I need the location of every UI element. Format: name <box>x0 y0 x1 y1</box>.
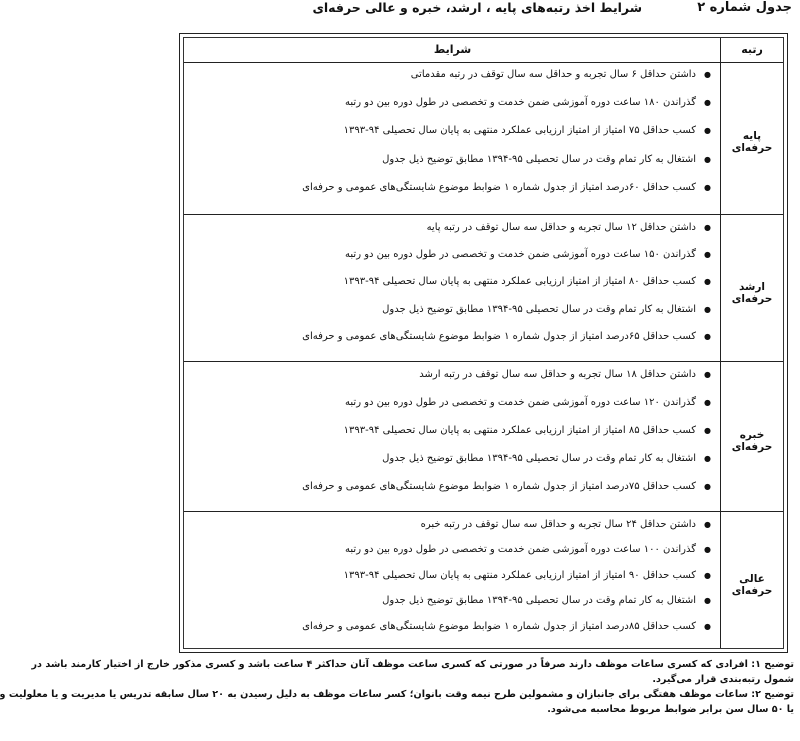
rank-label: عالی حرفه‌ای <box>731 573 773 597</box>
bullet-icon: ● <box>704 69 711 79</box>
column-header-rank: رتبه <box>720 38 783 62</box>
condition-item <box>188 450 711 466</box>
bullet-icon: ● <box>704 369 711 379</box>
condition-item <box>188 567 711 583</box>
bullet-icon: ● <box>704 222 711 232</box>
bullet-icon: ● <box>704 621 711 631</box>
table-row <box>184 62 783 214</box>
table-number: جدول شماره ۲ <box>697 0 792 15</box>
condition-item <box>188 151 711 167</box>
condition-item <box>188 618 711 634</box>
table-row <box>184 214 783 362</box>
bullet-icon: ● <box>704 425 711 435</box>
footnote-line: توضیح ۲: ساعات موظف هفتگی برای جانبازان و مشمولین طرح نیمه وقت بانوان؛ کسر ساعات موظف به دلیل رسیدن به ۲۰ سال سابقه تدریس یا مدیریت و یا معلولیت و <box>0 689 794 700</box>
condition-item <box>188 478 711 494</box>
bullet-icon: ● <box>704 154 711 164</box>
bullet-icon: ● <box>704 481 711 491</box>
rank-label: ارشد حرفه‌ای <box>731 280 773 305</box>
condition-text: گذراندن ۱۸۰ ساعت دوره آموزشی ضمن خدمت و تخصصی در طول دوره بین دو رتبه <box>345 96 697 108</box>
condition-text: گذراندن ۱۲۰ ساعت دوره آموزشی ضمن خدمت و تخصصی در طول دوره بین دو رتبه <box>345 396 697 408</box>
conditions-list <box>184 512 721 650</box>
condition-item <box>188 542 711 558</box>
bullet-icon: ● <box>704 304 711 314</box>
table-row <box>184 511 783 650</box>
condition-item <box>188 593 711 609</box>
conditions-table <box>179 33 788 653</box>
bullet-icon: ● <box>704 277 711 287</box>
condition-text: اشتغال به کار تمام وقت در سال تحصیلی ۹۵-۱۳۹۴ مطابق توضیح ذیل جدول <box>382 595 697 607</box>
bullet-icon: ● <box>704 397 711 407</box>
condition-text: کسب حداقل ۸۰ امتیاز از امتیاز ارزیابی عملکرد منتهی به پایان سال تحصیلی ۹۴-۱۳۹۳ <box>343 276 697 288</box>
column-header-conditions: شرایط <box>433 43 472 56</box>
condition-item <box>188 94 711 110</box>
condition-item <box>188 219 711 235</box>
condition-text: کسب حداقل ۷۵درصد امتیاز از جدول شماره ۱ ضوابط موضوع شایستگی‌های عمومی و حرفه‌ای <box>302 480 697 492</box>
bullet-icon: ● <box>704 126 711 136</box>
footnote-line: توضیح ۱: افرادی که کسری ساعات موظف دارند صرفاً در صورتی که کسری ساعت موظف آنان حداکثر ۴ ساعت باشد و کسری مذکور خارج از اختیار کارمند باشد در <box>31 659 794 670</box>
header <box>149 0 792 28</box>
conditions-list <box>184 62 721 214</box>
condition-item <box>188 329 711 345</box>
bullet-icon: ● <box>704 519 711 529</box>
condition-text: داشتن حداقل ۲۴ سال تجربه و حداقل سه سال توقف در رتبه خبره <box>420 518 697 530</box>
rank-label: پایه حرفه‌ای <box>731 130 773 154</box>
condition-text: گذراندن ۱۰۰ ساعت دوره آموزشی ضمن خدمت و تخصصی در طول دوره بین دو رتبه <box>345 544 697 556</box>
condition-item <box>188 394 711 410</box>
condition-text: کسب حداقل ۹۰ امتیاز از امتیاز ارزیابی عملکرد منتهی به پایان سال تحصیلی ۹۴-۱۳۹۳ <box>343 569 697 581</box>
condition-text: گذراندن ۱۵۰ ساعت دوره آموزشی ضمن خدمت و تخصصی در طول دوره بین دو رتبه <box>345 248 697 260</box>
bullet-icon: ● <box>704 97 711 107</box>
condition-text: کسب حداقل ۶۰درصد امتیاز از جدول شماره ۱ ضوابط موضوع شایستگی‌های عمومی و حرفه‌ای <box>302 182 697 194</box>
table-row <box>184 361 783 512</box>
condition-text: اشتغال به کار تمام وقت در سال تحصیلی ۹۵-۱۳۹۴ مطابق توضیح ذیل جدول <box>382 153 697 165</box>
condition-item <box>188 516 711 532</box>
condition-item <box>188 301 711 317</box>
condition-text: اشتغال به کار تمام وقت در سال تحصیلی ۹۵-۱۳۹۴ مطابق توضیح ذیل جدول <box>382 452 697 464</box>
condition-text: داشتن حداقل ۱۸ سال تجربه و حداقل سه سال توقف در رتبه ارشد <box>419 368 697 380</box>
condition-item <box>188 180 711 196</box>
footnote-line: یا ۵۰ سال سن برابر ضوابط مربوط محاسبه می‌شود. <box>547 704 794 715</box>
bullet-icon: ● <box>704 332 711 342</box>
table-title: شرایط اخذ رتبه‌های پایه ، ارشد، خبره و عالی حرفه‌ای <box>312 0 642 15</box>
condition-text: داشتن حداقل ۶ سال تجربه و حداقل سه سال توقف در رتبه مقدماتی <box>410 68 697 80</box>
bullet-icon: ● <box>704 453 711 463</box>
condition-item <box>188 274 711 290</box>
condition-text: کسب حداقل ۸۵ امتیاز از امتیاز ارزیابی عملکرد منتهی به پایان سال تحصیلی ۹۴-۱۳۹۳ <box>343 424 697 436</box>
footnotes <box>0 657 794 717</box>
condition-item <box>188 66 711 82</box>
condition-item <box>188 123 711 139</box>
bullet-icon: ● <box>704 545 711 555</box>
condition-text: کسب حداقل ۷۵ امتیاز از امتیاز ارزیابی عملکرد منتهی به پایان سال تحصیلی ۹۴-۱۳۹۳ <box>343 125 697 137</box>
table-inner <box>183 37 784 649</box>
bullet-icon: ● <box>704 249 711 259</box>
rank-label: خبره حرفه‌ای <box>731 429 773 453</box>
condition-item <box>188 422 711 438</box>
bullet-icon: ● <box>704 570 711 580</box>
conditions-list <box>184 362 721 512</box>
condition-text: داشتن حداقل ۱۲ سال تجربه و حداقل سه سال توقف در رتبه پایه <box>426 221 697 233</box>
condition-text: اشتغال به کار تمام وقت در سال تحصیلی ۹۵-۱۳۹۴ مطابق توضیح ذیل جدول <box>382 303 697 315</box>
condition-text: کسب حداقل ۸۵درصد امتیاز از جدول شماره ۱ ضوابط موضوع شایستگی‌های عمومی و حرفه‌ای <box>302 620 697 632</box>
condition-text: کسب حداقل ۶۵درصد امتیاز از جدول شماره ۱ ضوابط موضوع شایستگی‌های عمومی و حرفه‌ای <box>302 331 697 343</box>
condition-item <box>188 366 711 382</box>
condition-item <box>188 246 711 262</box>
table-header-row <box>184 38 783 63</box>
conditions-list <box>184 215 721 362</box>
footnote-line: شمول رتبه‌بندی قرار می‌گیرد. <box>652 674 794 685</box>
bullet-icon: ● <box>704 596 711 606</box>
bullet-icon: ● <box>704 183 711 193</box>
